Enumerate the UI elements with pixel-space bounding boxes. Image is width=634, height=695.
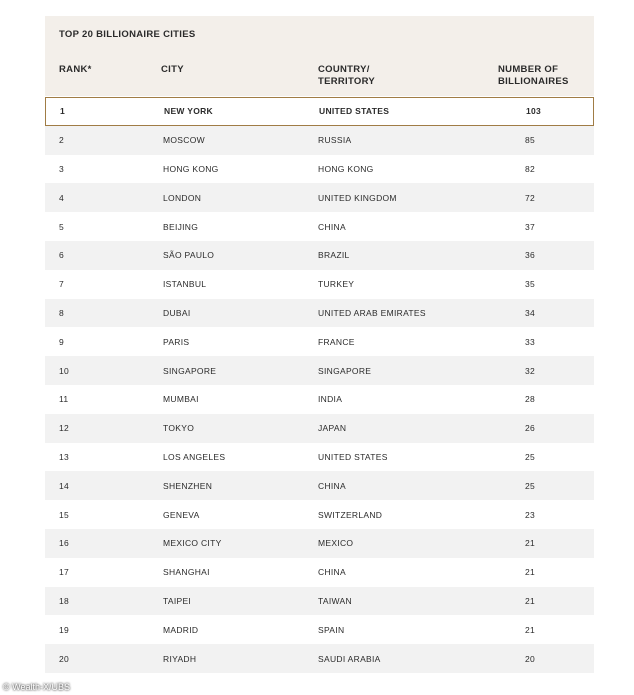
column-header-billionaires: NUMBER OF BILLIONAIRES (498, 64, 569, 87)
cell-billionaires: 26 (525, 423, 536, 434)
cell-city: RIYADH (163, 653, 197, 664)
column-header-country: COUNTRY/ TERRITORY (318, 64, 376, 87)
cell-country: CHINA (318, 480, 346, 491)
cell-city: DUBAI (163, 307, 191, 318)
table-row (45, 443, 594, 472)
cell-city: LOS ANGELES (163, 451, 226, 462)
cell-country: SAUDI ARABIA (318, 653, 381, 664)
cell-city: BEIJING (163, 221, 199, 232)
table-row (45, 414, 594, 443)
table-row (45, 126, 594, 155)
cell-city: HONG KONG (163, 163, 219, 174)
cell-city: MADRID (163, 624, 199, 635)
cell-billionaires: 33 (525, 336, 536, 347)
column-header-city: CITY (161, 64, 184, 75)
cell-rank: 17 (59, 567, 70, 578)
cell-billionaires: 32 (525, 365, 536, 376)
cell-city: SHENZHEN (163, 480, 213, 491)
cell-rank: 19 (59, 624, 70, 635)
cell-billionaires: 82 (525, 163, 536, 174)
table-row (45, 471, 594, 500)
cell-country: TAIWAN (318, 595, 352, 606)
table-row (45, 500, 594, 529)
table-title: TOP 20 BILLIONAIRE CITIES (59, 29, 196, 40)
cell-city: SHANGHAI (163, 567, 210, 578)
cell-billionaires: 21 (525, 595, 536, 606)
cell-rank: 9 (59, 336, 65, 347)
cell-country: UNITED STATES (319, 106, 390, 117)
cell-billionaires: 85 (525, 135, 536, 146)
cell-billionaires: 20 (525, 653, 536, 664)
cell-rank: 5 (59, 221, 65, 232)
cell-rank: 20 (59, 653, 70, 664)
cell-city: SÃO PAULO (163, 250, 215, 261)
cell-country: CHINA (318, 221, 346, 232)
cell-billionaires: 103 (526, 106, 542, 117)
table-row (45, 241, 594, 270)
cell-city: ISTANBUL (163, 279, 207, 290)
cell-billionaires: 21 (525, 624, 536, 635)
cell-city: PARIS (163, 336, 190, 347)
cell-billionaires: 36 (525, 250, 536, 261)
table-header (45, 16, 594, 96)
table-row (45, 385, 594, 414)
cell-rank: 1 (60, 106, 66, 117)
cell-billionaires: 37 (525, 221, 536, 232)
cell-city: TAIPEI (163, 595, 192, 606)
cell-rank: 16 (59, 538, 70, 549)
cell-country: FRANCE (318, 336, 355, 347)
source-credit: © Wealth-X/UBS (3, 682, 70, 692)
cell-rank: 12 (59, 423, 70, 434)
cell-rank: 7 (59, 279, 65, 290)
column-header-rank: RANK* (59, 64, 92, 75)
table-row (45, 299, 594, 328)
cell-country: UNITED STATES (318, 451, 388, 462)
cell-rank: 18 (59, 595, 70, 606)
cell-country: SINGAPORE (318, 365, 372, 376)
table-row (45, 644, 594, 673)
cell-country: SPAIN (318, 624, 345, 635)
cell-rank: 11 (59, 394, 69, 405)
cell-rank: 13 (59, 451, 70, 462)
table-row (45, 558, 594, 587)
cell-city: LONDON (163, 192, 202, 203)
table-row (45, 183, 594, 212)
cell-country: SWITZERLAND (318, 509, 383, 520)
cell-rank: 2 (59, 135, 65, 146)
cell-city: SINGAPORE (163, 365, 217, 376)
cell-billionaires: 72 (525, 192, 536, 203)
cell-rank: 6 (59, 250, 65, 261)
cell-country: TURKEY (318, 279, 355, 290)
cell-rank: 3 (59, 163, 65, 174)
cell-country: BRAZIL (318, 250, 350, 261)
cell-billionaires: 21 (525, 567, 536, 578)
table-row (45, 97, 594, 126)
cell-rank: 10 (59, 365, 70, 376)
table-row (45, 270, 594, 299)
cell-billionaires: 34 (525, 307, 536, 318)
table-row (45, 327, 594, 356)
table-row (45, 212, 594, 241)
cell-billionaires: 25 (525, 451, 536, 462)
table-row (45, 155, 594, 184)
cell-city: GENEVA (163, 509, 200, 520)
cell-rank: 14 (59, 480, 70, 491)
table-row (45, 529, 594, 558)
cell-city: NEW YORK (164, 106, 213, 117)
cell-country: INDIA (318, 394, 343, 405)
cell-country: UNITED ARAB EMIRATES (318, 307, 426, 318)
table-row (45, 356, 594, 385)
cell-rank: 15 (59, 509, 70, 520)
cell-city: MEXICO CITY (163, 538, 222, 549)
cell-billionaires: 35 (525, 279, 536, 290)
cell-rank: 4 (59, 192, 65, 203)
cell-billionaires: 21 (525, 538, 536, 549)
cell-rank: 8 (59, 307, 65, 318)
cell-country: MEXICO (318, 538, 354, 549)
cell-country: HONG KONG (318, 163, 374, 174)
table-row (45, 587, 594, 616)
cell-city: MOSCOW (163, 135, 205, 146)
cell-country: JAPAN (318, 423, 347, 434)
cell-billionaires: 28 (525, 394, 536, 405)
table-row (45, 615, 594, 644)
cell-city: TOKYO (163, 423, 195, 434)
cell-country: UNITED KINGDOM (318, 192, 397, 203)
cell-billionaires: 25 (525, 480, 536, 491)
cell-country: RUSSIA (318, 135, 352, 146)
cell-billionaires: 23 (525, 509, 536, 520)
table-body (45, 97, 594, 673)
cell-country: CHINA (318, 567, 346, 578)
cell-city: MUMBAI (163, 394, 199, 405)
